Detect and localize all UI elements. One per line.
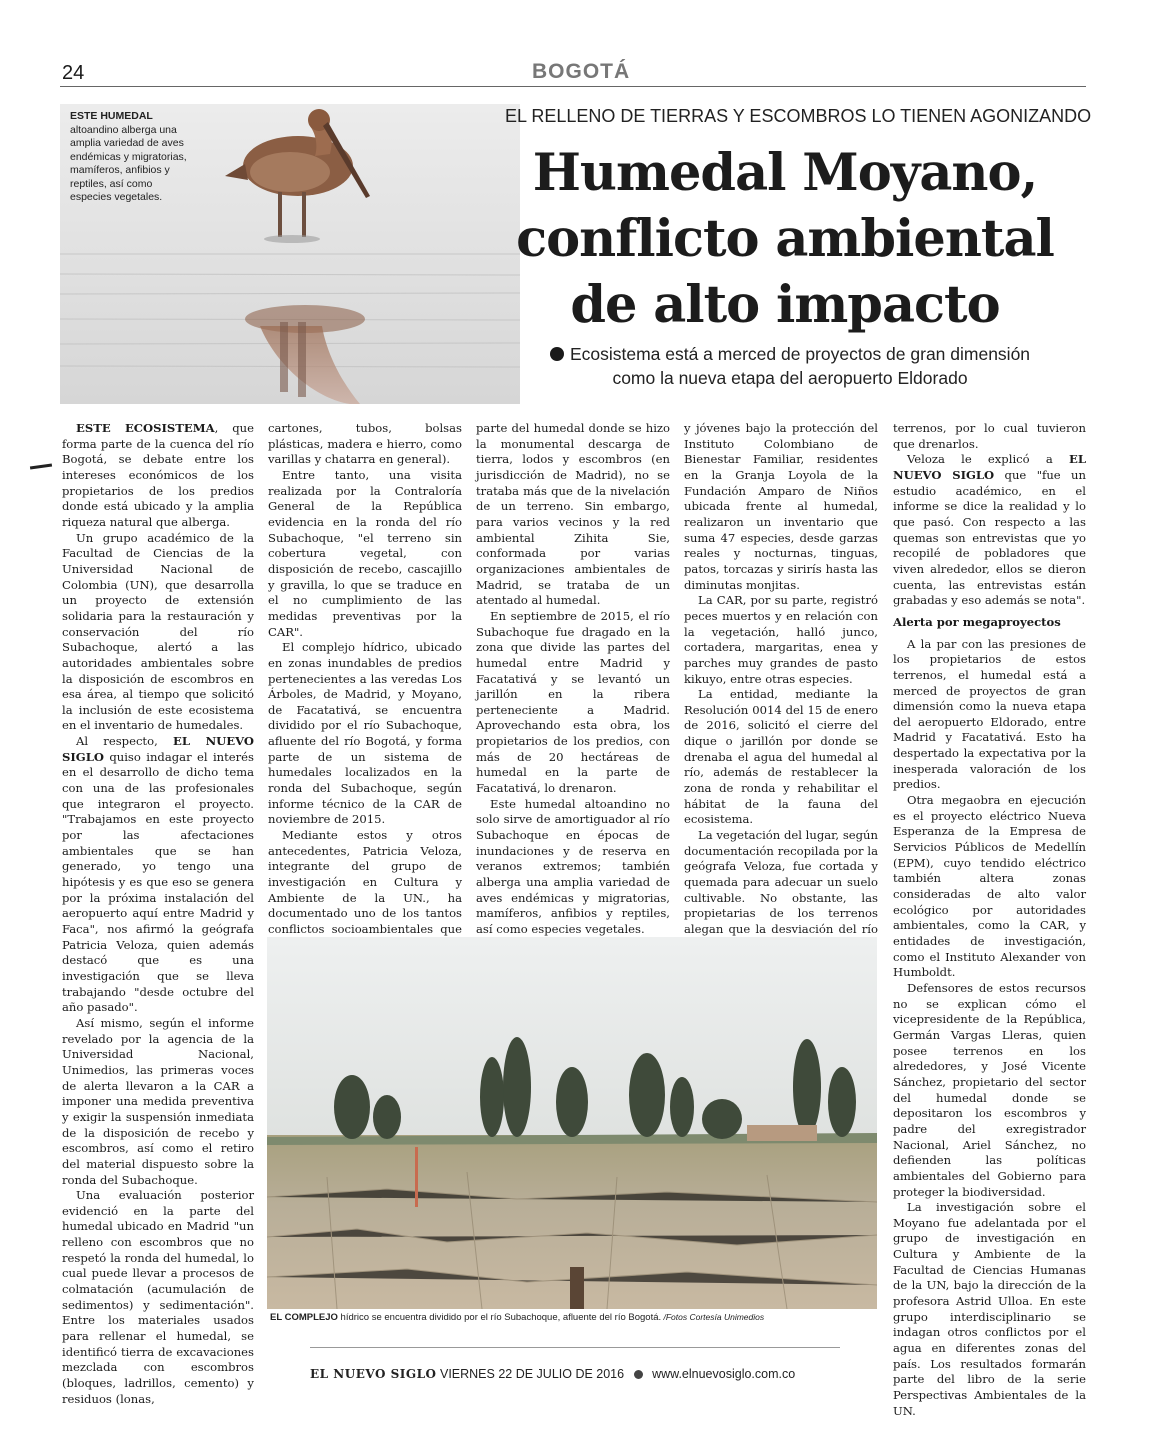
bird-caption-lead: ESTE HUMEDAL <box>70 110 153 122</box>
bullet-icon <box>550 347 564 361</box>
column-1 <box>62 421 254 1407</box>
body-paragraph <box>893 452 1086 609</box>
headline <box>480 140 1090 338</box>
paragraph-text: quiso indagar el interés en el desarrollo de dicho tema con una de las profesionales que integraron el proyecto. "Trabajamos en este proyecto por las afectaciones ambientales que se han generado, yo tengo una hipótesis y es que eso se genera por la próxima instalación del aeropuerto aquí entre Madrid y Faca", nos afirmó la geógrafa Patricia Veloza, quien además destacó que es una investigación que se lleva trabajando "desde octubre del año pasado". <box>62 749 254 1015</box>
paragraph-text: La investigación sobre el Moyano fue adelantada por el grupo de investigación en Cultura y Ambiente de la Facultad de Ciencias Humanas de la UN, bajo la dirección de la profesora Astrid Ulloa. En este grupo interdisciplinario se indagan otros conflictos por el agua en diferentes zonas del país. Los resultados formarán parte del libro de la serie Perspectivas Ambientales de la UN. <box>893 1200 1086 1418</box>
body-paragraph <box>62 531 254 735</box>
paragraph-text: y jóvenes bajo la protección del Instituto Colombiano de Bienestar Familiar, residentes en la Granja Loyola de la Fundación Amparo de Niños ubicada frente al humedal, realizaron un inventario que suma 47 especies, desde garzas reales y nocturnas, tinguas, patos, torcazas y sirirís hasta las diminutas monjitas. <box>684 421 878 592</box>
footer-rule <box>310 1347 840 1348</box>
body-paragraph <box>684 687 878 828</box>
subheading: Alerta por megaproyectos <box>893 614 1061 629</box>
body-paragraph <box>268 640 462 828</box>
paragraph-text: La entidad, mediante la Resolución 0014 del 15 de enero de 2016, solicitó el cierre del dique o jarillón por donde se drenaba el agua del humedal al río, además de restablecer la zona de ronda y rehabilitar el hábitat de la fauna del ecosistema. <box>684 687 878 827</box>
kicker: EL RELLENO DE TIERRAS Y ESCOMBROS LO TIENEN AGONIZANDO <box>505 106 1092 126</box>
bird-photo-caption <box>70 110 188 205</box>
paragraph-text: que "fue un estudio académico, en el informe se dice la realidad y lo que pasó. Con respecto a las quemas son entrevistas que yo recopilé de pobladores que viven alrededor, ellos se dieron cuenta, las entrevistas están grabadas y eso además se nota". <box>893 467 1086 608</box>
paragraph-prefix: Veloza le explicó a <box>907 452 1069 467</box>
wetland-illustration <box>267 937 877 1309</box>
deck-line-2: como la nueva etapa del aeropuerto Eldorado <box>612 368 968 388</box>
wetland-caption-text: hídrico se encuentra dividido por el río Subachoque, afluente del río Bogotá. <box>337 1312 662 1323</box>
paragraph-text: terrenos, por lo cual tuvieron que drenarlos. <box>893 421 1086 451</box>
paragraph-text: Así mismo, según el informe revelado por la agencia de la Universidad Nacional, Unimedios, las primeras voces de alerta llevaron a la CAR a imponer una medida preventiva y exigir la suspensión inmediata de la disposición de recebo y escombros, así como el retiro del material dispuesto sobre la ronda del Subachoque. <box>62 1015 254 1187</box>
paragraph-text: cartones, tubos, bolsas plásticas, madera e hierro, como varillas y chatarra en general). <box>268 421 462 467</box>
margin-mark <box>30 463 52 469</box>
body-paragraph <box>476 797 670 938</box>
paragraph-text: parte del humedal donde se hizo la monumental descarga de tierra, lodos y escombros (en jurisdicción de Madrid), no se trataba más que de la nivelación de un terreno. Sin embargo, para varios vecinos y la red ambiental Zihita Sie, conformada por varias organizaciones ambientales de Madrid, se trataba de un atentado al humedal. <box>476 421 670 608</box>
paragraph-text: La vegetación del lugar, según documentación recopilada por la geógrafa Veloza, fue cortada y quemada para adecuar un suelo cultivable. No obstante, las propietarias de los terrenos alegan que la desviación del río <box>684 828 878 936</box>
body-paragraph <box>268 468 462 640</box>
paragraph-text: El complejo hídrico, ubicado en zonas inundables de predios pertenecientes a las veredas Los Árboles, de Madrid, y Moyano, de Facatativá, se encuentra dividido por el río Subachoque, afluente del río Bogotá, y forma parte de un sistema de humedales localizados en la ronda del Subachoque, según informe técnico de la CAR de noviembre de 2015. <box>268 640 462 827</box>
deck <box>520 342 1060 390</box>
column-2 <box>268 421 462 985</box>
body-paragraph <box>62 734 254 1016</box>
paragraph-lead: ESTE ECOSISTEMA <box>76 421 215 435</box>
body-paragraph <box>893 981 1086 1200</box>
header-rule <box>60 86 1086 87</box>
body-paragraph <box>62 421 254 531</box>
wetland-photo <box>267 937 877 1309</box>
body-paragraph <box>62 1188 254 1407</box>
paragraph-text: Otra megaobra en ejecución es el proyecto eléctrico Nueva Esperanza de la Empresa de Servicios Públicos de Medellín (EPM), cuyo tendido eléctrico también altera zonas consideradas de alto valor ecológico por autoridades ambientales, como la CAR, y entidades de investigación, como el Instituto Alexander von Humboldt. <box>893 793 1086 980</box>
body-paragraph <box>268 421 462 468</box>
body-paragraph <box>476 421 670 609</box>
photo-credit: /Fotos Cortesía Unimedios <box>661 1312 765 1322</box>
body-paragraph <box>893 1200 1086 1419</box>
wetland-photo-caption <box>270 1312 880 1323</box>
paragraph-text: , que forma parte de la cuenca del río Bogotá, se debate entre los intereses económicos de los propietarios de los predios donde está ubicado y la amplia riqueza natural que alberga. <box>62 421 254 529</box>
paragraph-lead: EL NUEVO SIGLO <box>893 452 1086 482</box>
body-paragraph <box>476 609 670 797</box>
bird-photo <box>60 104 520 404</box>
section-title: BOGOTÁ <box>532 60 631 83</box>
column-4 <box>684 421 878 953</box>
headline-line-2: conflicto ambiental <box>516 209 1054 269</box>
paragraph-prefix: Al respecto, <box>76 734 173 749</box>
body-paragraph <box>684 421 878 593</box>
paragraph-text: En septiembre de 2015, el río Subachoque fue dragado en la zona que divide las partes del humedal entre Madrid y Facatativá y se levantó un jarillón en la ribera perteneciente a Madrid. Aprovechando esta obra, los propietarios de los predios, con más de 20 hectáreas de humedal en la parte de Facatativá, lo drenaron. <box>476 608 670 796</box>
page-number: 24 <box>62 62 85 84</box>
deck-line-1: Ecosistema está a merced de proyectos de gran dimensión <box>569 344 1031 364</box>
footer <box>310 1367 870 1381</box>
body-paragraph <box>893 421 1086 452</box>
body-paragraph <box>62 1016 254 1188</box>
paragraph-text: La CAR, por su parte, registró peces muertos y en relación con la vegetación, halló junco, cortadera, margaritas, enea y parches muy grandes de pasto kikuyo, entre otras especies. <box>684 593 878 686</box>
headline-line-1: Humedal Moyano, <box>532 143 1038 203</box>
paragraph-text: Una evaluación posterior evidenció en la parte del humedal ubicado en Madrid "un relleno con escombros que no respetó la ronda del humedal, lo cual puede llevar a procesos de colmatación (acumulación de sedimentos) y sedimentación". Entre los materiales usados para rellenar el humedal, se identificó tierra de excavaciones mezclada con escombros (bloques, ladrillos, cemento) y residuos (lonas, <box>62 1188 254 1406</box>
paragraph-text: A la par con las presiones de los propietarios de estos terrenos, el humedal está a merced de proyectos de gran dimensión como la nueva etapa del aeropuerto Eldorado, entre Madrid y Facatativá. Esto ha despertado la expectativa por la inesperada valoración de los predios. <box>893 636 1086 792</box>
wetland-caption-lead: EL COMPLEJO <box>270 1312 338 1323</box>
paragraph-lead: EL NUEVO SIGLO <box>62 734 255 764</box>
headline-line-3: de alto impacto <box>570 275 1000 335</box>
column-5 <box>893 421 1086 1419</box>
body-paragraph <box>684 828 878 953</box>
column-3 <box>476 421 670 969</box>
paragraph-text: Mediante estos y otros antecedentes, Patricia Veloza, integrante del grupo de investigación en Cultura y Ambiente de la UN., ha documentado uno de los tantos conflictos socioambientales que <box>268 828 462 936</box>
footer-url: www.elnuevosiglo.com.co <box>652 1367 796 1381</box>
paragraph-text: Un grupo académico de la Facultad de Ciencias de la Universidad Nacional de Colombia (UN), que desarrolla un proyecto de extensión solidaria para la restauración y conservación del río Subachoque, alertó a las autoridades ambientales sobre la disposición de escombros en esa área, al tiempo que solicitó la inclusión de este ecosistema en el inventario de humedales. <box>62 530 254 733</box>
paragraph-text: Este humedal altoandino no solo sirve de amortiguador al río Subachoque en épocas de inundaciones y de reserva en veranos extremos; también alberga una amplia variedad de aves endémicas y migratorias, mamíferos, anfibios y reptiles, así como especies vegetales. <box>476 796 670 936</box>
footer-date: VIERNES 22 DE JULIO DE 2016 <box>439 1367 625 1381</box>
paragraph-text: Defensores de estos recursos no se explican cómo el vicepresidente de la República, Germán Vargas Lleras, quien posee terrenos en los alrededores, y José Vicente Sánchez, propietario del sector del humedal donde se depositaron los escombros y padre del exregistrador Nacional, Ariel Sánchez, no defienden las políticas ambientales del Gobierno para proteger la biodiversidad. <box>893 980 1086 1199</box>
paragraph-text: Entre tanto, una visita realizada por la Contraloría General de la República evidencia en la ronda del río Subachoque, "el terreno sin cobertura vegetal, con disposición de recebo, cascajillo y gravilla, lo que se traduce en el no cumplimiento de las medidas preventivas por la CAR". <box>268 467 462 639</box>
body-paragraph <box>893 637 1086 794</box>
body-paragraph <box>684 593 878 687</box>
bird-caption-text: altoandino alberga una amplia variedad de aves endémicas y migratorias, mamíferos, anfibios y reptiles, así como especies vegetales. <box>70 123 187 203</box>
body-paragraph <box>893 793 1086 981</box>
footer-dot-icon <box>634 1370 643 1379</box>
footer-brand: EL NUEVO SIGLO <box>310 1367 437 1381</box>
